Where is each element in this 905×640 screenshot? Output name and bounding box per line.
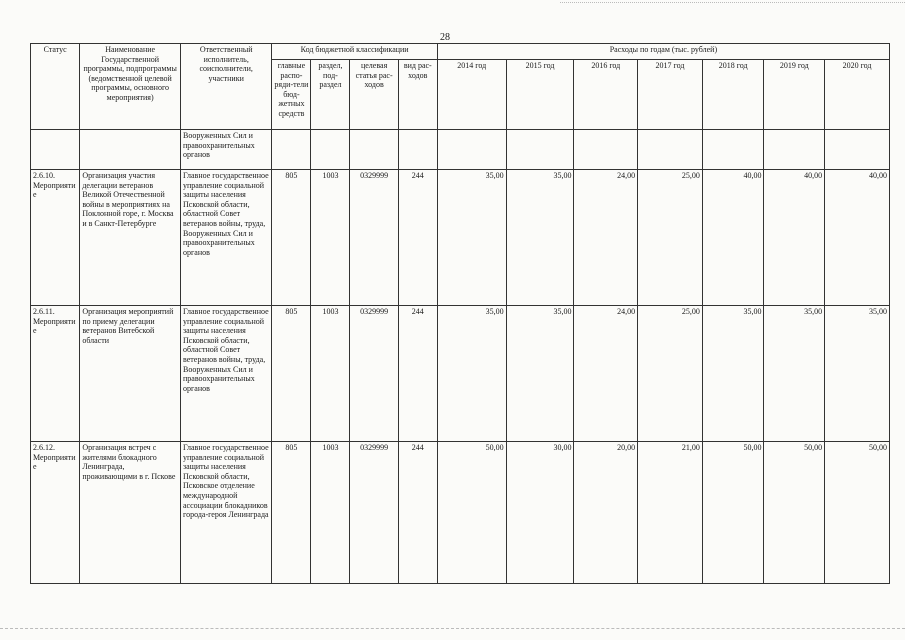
header-year: 2014 год xyxy=(437,60,506,130)
row-code-type: 244 xyxy=(398,442,437,584)
table-row xyxy=(31,170,890,306)
header-year: 2017 год xyxy=(638,60,703,130)
header-status: Статус xyxy=(31,44,80,130)
scan-edge-top xyxy=(560,2,905,4)
row-value-2017: 25,00 xyxy=(638,170,703,306)
header-year: 2015 год xyxy=(506,60,574,130)
header-year: 2016 год xyxy=(574,60,638,130)
row-value-2017: 21,00 xyxy=(638,442,703,584)
table-row xyxy=(31,306,890,442)
row-value-2019: 50,00 xyxy=(764,442,825,584)
row-code-grbs: 805 xyxy=(272,170,311,306)
cell-empty xyxy=(80,130,181,170)
cell-empty xyxy=(272,130,311,170)
row-status: 2.6.12. Мероприятие xyxy=(31,442,80,584)
row-code-section: 1003 xyxy=(311,306,350,442)
row-value-2020: 40,00 xyxy=(825,170,890,306)
row-value-2020: 35,00 xyxy=(825,306,890,442)
row-code-article: 0329999 xyxy=(350,170,398,306)
cell-empty xyxy=(398,130,437,170)
row-value-2014: 35,00 xyxy=(437,306,506,442)
row-code-grbs: 805 xyxy=(272,442,311,584)
continuation-row xyxy=(31,130,890,170)
row-name: Организация участия делегации ветеранов Великой Отечественной войны в мероприятиях на Поклонной горе, г. Москва и в Санкт-Петербурге xyxy=(80,170,181,306)
cell-empty xyxy=(31,130,80,170)
header-row-1 xyxy=(31,44,890,60)
header-code-grbs: главные распо-ряди-тели бюд-жетных средств xyxy=(272,60,311,130)
row-value-2015: 35,00 xyxy=(506,306,574,442)
row-value-2019: 35,00 xyxy=(764,306,825,442)
table-row xyxy=(31,442,890,584)
row-status: 2.6.10. Мероприятие xyxy=(31,170,80,306)
cell-empty xyxy=(825,130,890,170)
row-code-article: 0329999 xyxy=(350,442,398,584)
cell-empty xyxy=(350,130,398,170)
row-responsible: Главное государственное управление социальной защиты населения Псковской области, областной Совет ветеранов войны, труда, Вооруженных Сил и правоохранительных органов xyxy=(180,170,271,306)
header-code-section: раздел, под-раздел xyxy=(311,60,350,130)
row-status: 2.6.11. Мероприятие xyxy=(31,306,80,442)
row-value-2017: 25,00 xyxy=(638,306,703,442)
cell-empty xyxy=(764,130,825,170)
header-code-type: вид рас-ходов xyxy=(398,60,437,130)
header-expenses-group: Расходы по годам (тыс. рублей) xyxy=(437,44,889,60)
row-value-2015: 30,00 xyxy=(506,442,574,584)
row-value-2015: 35,00 xyxy=(506,170,574,306)
header-year: 2020 год xyxy=(825,60,890,130)
row-code-article: 0329999 xyxy=(350,306,398,442)
row-code-grbs: 805 xyxy=(272,306,311,442)
row-code-section: 1003 xyxy=(311,170,350,306)
row-responsible: Главное государственное управление социальной защиты населения Псковской области, Псковское отделение международной ассоциации блокадников города-героя Ленинграда xyxy=(180,442,271,584)
row-value-2016: 24,00 xyxy=(574,170,638,306)
budget-table xyxy=(30,43,890,584)
header-code-article: целевая статья рас-ходов xyxy=(350,60,398,130)
header-year: 2018 год xyxy=(702,60,764,130)
row-value-2018: 35,00 xyxy=(702,306,764,442)
cell-empty xyxy=(437,130,506,170)
row-value-2014: 35,00 xyxy=(437,170,506,306)
scan-edge-bottom xyxy=(0,628,905,630)
row-responsible: Главное государственное управление социальной защиты населения Псковской области, областной Совет ветеранов войны, труда, Вооруженных Сил и правоохранительных органов xyxy=(180,306,271,442)
row-code-section: 1003 xyxy=(311,442,350,584)
header-name: Наименование Государственной программы, подпрограммы (ведомственной целевой программы, основного мероприятия) xyxy=(80,44,181,130)
cell-empty xyxy=(574,130,638,170)
header-budget-code-group: Код бюджетной классификации xyxy=(272,44,437,60)
row-name: Организация мероприятий по приему делегации ветеранов Витебской области xyxy=(80,306,181,442)
cell-empty xyxy=(702,130,764,170)
cell-empty xyxy=(506,130,574,170)
cell-empty xyxy=(638,130,703,170)
row-value-2018: 50,00 xyxy=(702,442,764,584)
continuation-responsible: Вооруженных Сил и правоохранительных органов xyxy=(180,130,271,170)
row-name: Организация встреч с жителями блокадного Ленинграда, проживающими в г. Пскове xyxy=(80,442,181,584)
row-value-2016: 24,00 xyxy=(574,306,638,442)
header-year: 2019 год xyxy=(764,60,825,130)
row-value-2016: 20,00 xyxy=(574,442,638,584)
row-code-type: 244 xyxy=(398,306,437,442)
cell-empty xyxy=(311,130,350,170)
row-value-2018: 40,00 xyxy=(702,170,764,306)
row-value-2019: 40,00 xyxy=(764,170,825,306)
row-value-2020: 50,00 xyxy=(825,442,890,584)
row-value-2014: 50,00 xyxy=(437,442,506,584)
header-responsible: Ответственный исполнитель, соисполнители, участники xyxy=(180,44,271,130)
row-code-type: 244 xyxy=(398,170,437,306)
page-number: 28 xyxy=(440,32,450,43)
